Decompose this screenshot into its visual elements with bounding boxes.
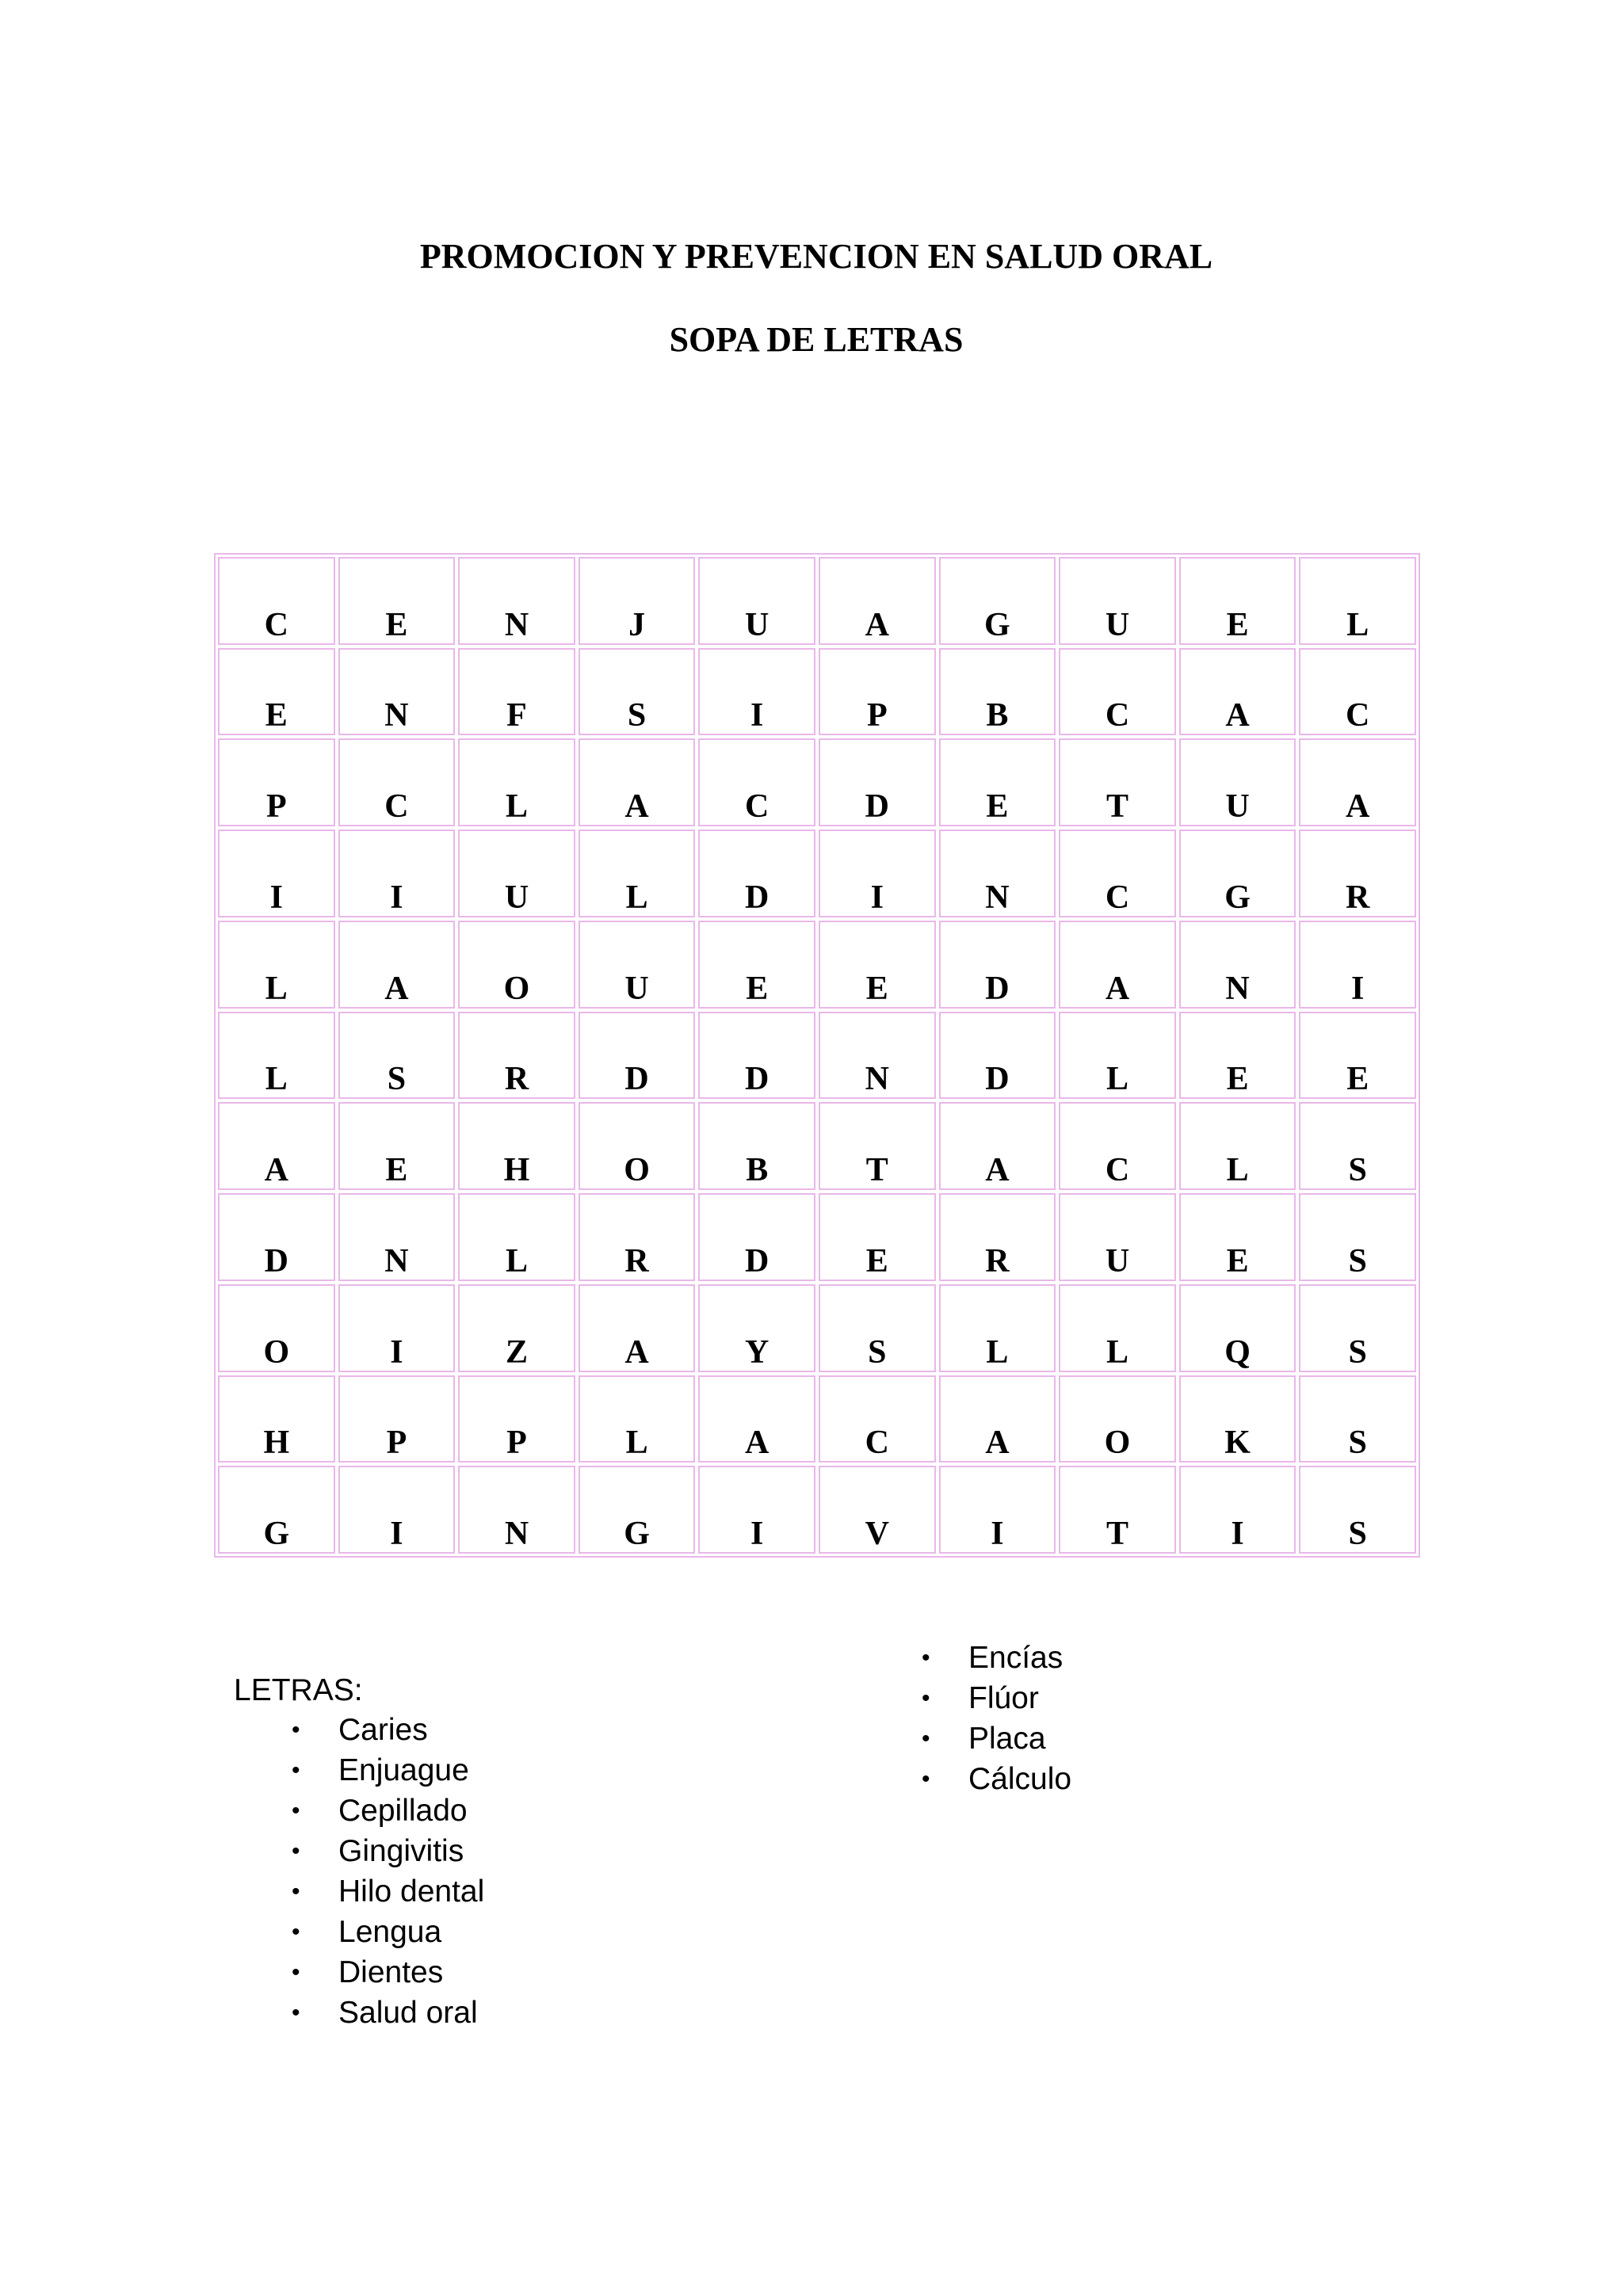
- grid-cell: O: [218, 1284, 335, 1372]
- grid-cell: D: [698, 1193, 815, 1281]
- grid-cell: S: [1299, 1193, 1416, 1281]
- grid-cell: G: [218, 1466, 335, 1554]
- grid-cell: A: [579, 1284, 696, 1372]
- bullet-icon: •: [922, 1766, 930, 1792]
- grid-cell: I: [338, 1284, 456, 1372]
- grid-cell: C: [1059, 648, 1176, 736]
- grid-cell: R: [458, 1012, 575, 1100]
- grid-cell: N: [338, 1193, 456, 1281]
- grid-cell: N: [338, 648, 456, 736]
- word-list-item: [922, 1638, 1071, 1678]
- grid-cell: L: [1059, 1284, 1176, 1372]
- grid-cell: R: [579, 1193, 696, 1281]
- word-search-grid: [214, 553, 1420, 1558]
- word-text: Flúor: [968, 1681, 1039, 1715]
- grid-cell: D: [218, 1193, 335, 1281]
- grid-cell: P: [218, 738, 335, 826]
- grid-cell: L: [579, 1375, 696, 1463]
- grid-cell: E: [1179, 557, 1296, 645]
- grid-cell: F: [458, 648, 575, 736]
- grid-cell: S: [1299, 1466, 1416, 1554]
- grid-cell: N: [458, 1466, 575, 1554]
- grid-cell: R: [1299, 830, 1416, 917]
- grid-cell: Y: [698, 1284, 815, 1372]
- word-text: Cepillado: [338, 1794, 468, 1828]
- grid-cell: L: [458, 1193, 575, 1281]
- grid-cell: G: [1179, 830, 1296, 917]
- grid-cell: I: [1179, 1466, 1296, 1554]
- grid-cell: D: [939, 921, 1056, 1009]
- word-list-item: [922, 1678, 1071, 1718]
- bullet-icon: •: [922, 1685, 930, 1711]
- grid-cell: L: [218, 1012, 335, 1100]
- grid-cell: Q: [1179, 1284, 1296, 1372]
- grid-cell: I: [218, 830, 335, 917]
- grid-cell: L: [1299, 557, 1416, 645]
- grid-cell: C: [698, 738, 815, 826]
- grid-cell: B: [939, 648, 1056, 736]
- grid-cell: T: [1059, 1466, 1176, 1554]
- words-label: LETRAS:: [234, 1673, 363, 1707]
- word-text: Gingivitis: [338, 1834, 464, 1868]
- grid-cell: D: [579, 1012, 696, 1100]
- grid-cell: U: [1179, 738, 1296, 826]
- grid-cell: T: [1059, 738, 1176, 826]
- grid-cell: I: [819, 830, 936, 917]
- grid-cell: O: [579, 1102, 696, 1190]
- word-text: Hilo dental: [338, 1875, 485, 1909]
- word-list-item: [922, 1759, 1071, 1799]
- grid-cell: I: [338, 1466, 456, 1554]
- grid-cell: E: [1179, 1012, 1296, 1100]
- grid-cell: N: [939, 830, 1056, 917]
- grid-cell: L: [1179, 1102, 1296, 1190]
- grid-cell: A: [939, 1375, 1056, 1463]
- grid-cell: U: [458, 830, 575, 917]
- bullet-icon: •: [292, 1919, 300, 1945]
- grid-cell: A: [819, 557, 936, 645]
- grid-cell: E: [819, 921, 936, 1009]
- bullet-icon: •: [292, 1757, 300, 1783]
- grid-cell: C: [819, 1375, 936, 1463]
- grid-cell: S: [1299, 1375, 1416, 1463]
- page-subtitle: SOPA DE LETRAS: [669, 320, 964, 359]
- grid-cell: I: [939, 1466, 1056, 1554]
- word-list-item: [292, 1791, 484, 1831]
- grid-cell: A: [698, 1375, 815, 1463]
- word-list-item: [292, 1871, 484, 1912]
- bullet-icon: •: [292, 1838, 300, 1864]
- word-list-item: [292, 1952, 484, 1993]
- grid-cell: T: [819, 1102, 936, 1190]
- grid-cell: J: [579, 557, 696, 645]
- grid-cell: A: [338, 921, 456, 1009]
- grid-cell: U: [1059, 1193, 1176, 1281]
- grid-cell: D: [698, 830, 815, 917]
- grid-cell: C: [1299, 648, 1416, 736]
- grid-cell: G: [579, 1466, 696, 1554]
- grid-cell: N: [819, 1012, 936, 1100]
- grid-cell: L: [939, 1284, 1056, 1372]
- grid-cell: S: [338, 1012, 456, 1100]
- grid-cell: E: [939, 738, 1056, 826]
- grid-cell: I: [698, 1466, 815, 1554]
- grid-cell: D: [698, 1012, 815, 1100]
- grid-cell: L: [458, 738, 575, 826]
- word-text: Enjuague: [338, 1753, 469, 1787]
- word-text: Lengua: [338, 1915, 442, 1949]
- grid-cell: O: [1059, 1375, 1176, 1463]
- page-title: PROMOCION Y PREVENCION EN SALUD ORAL: [419, 237, 1213, 276]
- grid-cell: S: [579, 648, 696, 736]
- grid-cell: S: [819, 1284, 936, 1372]
- grid-cell: U: [1059, 557, 1176, 645]
- grid-cell: I: [338, 830, 456, 917]
- grid-cell: H: [458, 1102, 575, 1190]
- grid-cell: A: [1179, 648, 1296, 736]
- word-text: Caries: [338, 1713, 428, 1747]
- word-list-item: [292, 1750, 484, 1791]
- bullet-icon: •: [292, 1717, 300, 1743]
- grid-cell: N: [458, 557, 575, 645]
- word-list-item: [292, 1831, 484, 1871]
- word-text: Salud oral: [338, 1996, 478, 2030]
- grid-cell: L: [579, 830, 696, 917]
- grid-cell: E: [338, 1102, 456, 1190]
- grid-cell: S: [1299, 1102, 1416, 1190]
- word-text: Dientes: [338, 1955, 444, 1989]
- grid-cell: P: [338, 1375, 456, 1463]
- grid-cell: L: [218, 921, 335, 1009]
- bullet-icon: •: [292, 2000, 300, 2026]
- grid-cell: E: [698, 921, 815, 1009]
- grid-cell: E: [338, 557, 456, 645]
- bullet-icon: •: [292, 1798, 300, 1824]
- grid-cell: H: [218, 1375, 335, 1463]
- grid-cell: U: [579, 921, 696, 1009]
- bullet-icon: •: [292, 1878, 300, 1905]
- grid-cell: Z: [458, 1284, 575, 1372]
- grid-cell: E: [218, 648, 335, 736]
- grid-cell: E: [819, 1193, 936, 1281]
- grid-cell: I: [1299, 921, 1416, 1009]
- bullet-icon: •: [292, 1959, 300, 1985]
- grid-cell: G: [939, 557, 1056, 645]
- grid-cell: D: [939, 1012, 1056, 1100]
- grid-cell: C: [338, 738, 456, 826]
- grid-cell: E: [1299, 1012, 1416, 1100]
- grid-cell: D: [819, 738, 936, 826]
- grid-cell: C: [1059, 1102, 1176, 1190]
- grid-cell: A: [1299, 738, 1416, 826]
- grid-cell: A: [579, 738, 696, 826]
- grid-cell: K: [1179, 1375, 1296, 1463]
- grid-cell: A: [218, 1102, 335, 1190]
- bullet-icon: •: [922, 1726, 930, 1752]
- grid-cell: O: [458, 921, 575, 1009]
- grid-cell: A: [1059, 921, 1176, 1009]
- word-list-item: [922, 1718, 1071, 1759]
- bullet-icon: •: [922, 1645, 930, 1671]
- grid-cell: P: [458, 1375, 575, 1463]
- grid-cell: C: [1059, 830, 1176, 917]
- word-list-left: [292, 1710, 484, 2033]
- grid-cell: E: [1179, 1193, 1296, 1281]
- word-list-item: [292, 1710, 484, 1750]
- grid-cell: N: [1179, 921, 1296, 1009]
- grid-cell: R: [939, 1193, 1056, 1281]
- grid-cell: U: [698, 557, 815, 645]
- word-text: Encías: [968, 1641, 1064, 1675]
- word-list-right: [922, 1638, 1071, 1799]
- grid-cell: V: [819, 1466, 936, 1554]
- word-list-item: [292, 1993, 484, 2033]
- word-text: Cálculo: [968, 1762, 1072, 1796]
- word-text: Placa: [968, 1722, 1046, 1756]
- grid-cell: P: [819, 648, 936, 736]
- grid-cell: C: [218, 557, 335, 645]
- grid-cell: B: [698, 1102, 815, 1190]
- grid-cell: A: [939, 1102, 1056, 1190]
- grid-cell: L: [1059, 1012, 1176, 1100]
- grid-cell: I: [698, 648, 815, 736]
- grid-cell: S: [1299, 1284, 1416, 1372]
- word-list-item: [292, 1912, 484, 1952]
